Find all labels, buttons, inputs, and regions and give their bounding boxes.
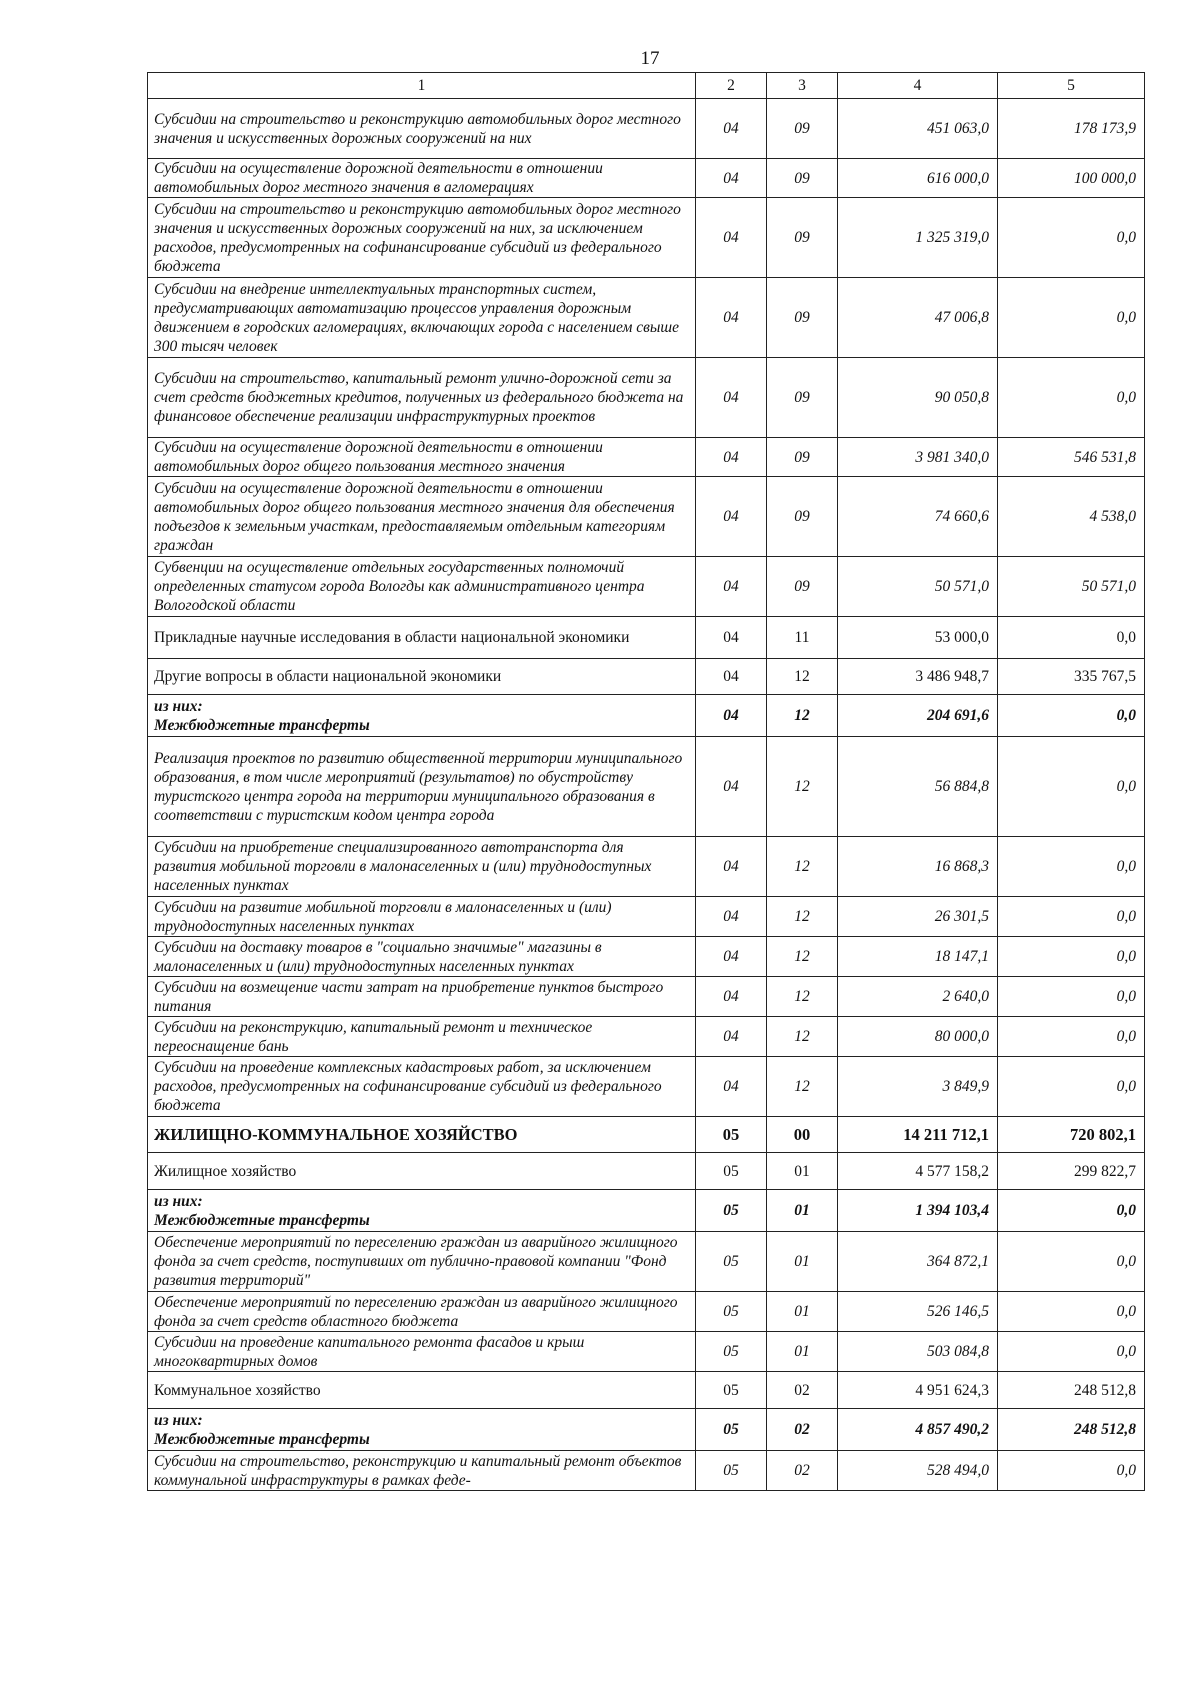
row-sublabel: из них: [154, 697, 203, 715]
row-name-cell [148, 1451, 696, 1491]
row-subsection-code: 00 [767, 1117, 838, 1153]
row-section-code: 04 [696, 1057, 767, 1117]
row-name: Межбюджетные трансферты [154, 1211, 370, 1229]
table-row [148, 438, 1145, 477]
row-name-cell [148, 1332, 696, 1372]
row-section-code: 05 [696, 1232, 767, 1292]
table-row [148, 937, 1145, 977]
row-federal-amount: 0,0 [998, 1057, 1145, 1117]
row-subsection-code: 12 [767, 937, 838, 977]
row-federal-amount: 0,0 [998, 837, 1145, 897]
row-total-amount: 1 394 103,4 [838, 1190, 998, 1232]
row-name: Субвенции на осуществление отдельных государственных полномочий определенных статусом города Вологды как административного центра Вологодской области [154, 559, 645, 614]
row-section-code: 05 [696, 1117, 767, 1153]
row-total-amount: 503 084,8 [838, 1332, 998, 1372]
row-subsection-code: 09 [767, 278, 838, 358]
row-subsection-code: 01 [767, 1292, 838, 1332]
row-subsection-code: 12 [767, 977, 838, 1017]
row-section-code: 04 [696, 617, 767, 659]
row-section-code: 04 [696, 358, 767, 438]
row-name-cell [148, 1017, 696, 1057]
row-subsection-code: 02 [767, 1451, 838, 1491]
row-federal-amount: 100 000,0 [998, 159, 1145, 198]
row-section-code: 05 [696, 1190, 767, 1232]
table-row [148, 1292, 1145, 1332]
row-name: Другие вопросы в области национальной экономики [154, 668, 502, 685]
row-federal-amount: 0,0 [998, 937, 1145, 977]
table-row [148, 1153, 1145, 1190]
table-row [148, 358, 1145, 438]
header-cell-2: 2 [696, 73, 767, 99]
row-federal-amount: 0,0 [998, 1332, 1145, 1372]
row-total-amount: 364 872,1 [838, 1232, 998, 1292]
row-name: Обеспечение мероприятий по переселению граждан из аварийного жилищного фонда за счет средств областного бюджета [154, 1293, 678, 1330]
row-name: Межбюджетные трансферты [154, 1430, 370, 1448]
row-name-cell [148, 1372, 696, 1409]
table-row [148, 99, 1145, 159]
row-subsection-code: 09 [767, 557, 838, 617]
row-name: Субсидии на осуществление дорожной деятельности в отношении автомобильных дорог общего пользования местного значения для обеспечения подъездов к земельным участкам, предоставляемым отдельным категориям граждан [154, 479, 675, 554]
row-subsection-code: 12 [767, 897, 838, 937]
row-name: Субсидии на осуществление дорожной деятельности в отношении автомобильных дорог общего пользования местного значения [154, 439, 603, 475]
page-number: 17 [640, 48, 660, 69]
table-row [148, 737, 1145, 837]
row-name: Субсидии на реконструкцию, капитальный ремонт и техническое переоснащение бань [154, 1018, 593, 1055]
row-name: Субсидии на доставку товаров в "социально значимые" магазины в малонаселенных и (или) труднодоступных населенных пунктах [154, 938, 602, 975]
row-name-cell [148, 1057, 696, 1117]
row-name: Субсидии на проведение комплексных кадастровых работ, за исключением расходов, предусмотренных на софинансирование субсидий из федерального бюджета [154, 1059, 662, 1114]
row-subsection-code: 12 [767, 737, 838, 837]
row-subsection-code: 11 [767, 617, 838, 659]
row-total-amount: 528 494,0 [838, 1451, 998, 1491]
header-cell-5: 5 [998, 73, 1145, 99]
row-name-cell [148, 1117, 696, 1153]
row-name: Жилищное хозяйство [154, 1162, 297, 1180]
row-sublabel: из них: [154, 1192, 203, 1210]
row-section-code: 04 [696, 977, 767, 1017]
row-federal-amount: 299 822,7 [998, 1153, 1145, 1190]
row-subsection-code: 09 [767, 99, 838, 159]
row-section-code: 04 [696, 737, 767, 837]
table-row [148, 897, 1145, 937]
row-subsection-code: 09 [767, 477, 838, 557]
row-section-code: 05 [696, 1372, 767, 1409]
row-federal-amount: 0,0 [998, 278, 1145, 358]
row-section-code: 05 [696, 1332, 767, 1372]
row-section-code: 05 [696, 1153, 767, 1190]
table-row [148, 1190, 1145, 1232]
table-row [148, 837, 1145, 897]
row-name: Коммунальное хозяйство [154, 1381, 321, 1399]
row-federal-amount: 248 512,8 [998, 1409, 1145, 1451]
row-total-amount: 2 640,0 [838, 977, 998, 1017]
header-cell-4: 4 [838, 73, 998, 99]
row-name-cell [148, 837, 696, 897]
row-subsection-code: 01 [767, 1153, 838, 1190]
row-total-amount: 50 571,0 [838, 557, 998, 617]
row-subsection-code: 01 [767, 1190, 838, 1232]
row-name-cell [148, 977, 696, 1017]
row-total-amount: 3 981 340,0 [838, 438, 998, 477]
row-federal-amount: 178 173,9 [998, 99, 1145, 159]
row-total-amount: 451 063,0 [838, 99, 998, 159]
row-total-amount: 16 868,3 [838, 837, 998, 897]
row-federal-amount: 0,0 [998, 1190, 1145, 1232]
table-row [148, 159, 1145, 198]
table-row [148, 1332, 1145, 1372]
row-name: Реализация проектов по развитию общественной территории муниципального образования, в том числе мероприятий (результатов) по обустройству туристского центра города на территории муниципального образования в соответствии с туристским кодом центра города [154, 749, 683, 824]
row-subsection-code: 09 [767, 159, 838, 198]
row-total-amount: 90 050,8 [838, 358, 998, 438]
row-subsection-code: 09 [767, 358, 838, 438]
table-row [148, 977, 1145, 1017]
row-subsection-code: 12 [767, 1017, 838, 1057]
row-name-cell [148, 159, 696, 198]
row-section-code: 04 [696, 99, 767, 159]
row-name-cell [148, 438, 696, 477]
row-name: ЖИЛИЩНО-КОММУНАЛЬНОЕ ХОЗЯЙСТВО [154, 1125, 518, 1144]
row-total-amount: 204 691,6 [838, 695, 998, 737]
row-total-amount: 4 857 490,2 [838, 1409, 998, 1451]
row-name-cell [148, 477, 696, 557]
row-total-amount: 26 301,5 [838, 897, 998, 937]
row-name-cell [148, 557, 696, 617]
row-name-cell [148, 358, 696, 438]
row-subsection-code: 01 [767, 1232, 838, 1292]
row-name: Межбюджетные трансферты [154, 716, 370, 734]
row-total-amount: 526 146,5 [838, 1292, 998, 1332]
row-total-amount: 616 000,0 [838, 159, 998, 198]
row-sublabel: из них: [154, 1411, 203, 1429]
row-federal-amount: 0,0 [998, 897, 1145, 937]
row-subsection-code: 02 [767, 1409, 838, 1451]
row-section-code: 04 [696, 937, 767, 977]
row-section-code: 04 [696, 278, 767, 358]
row-name-cell [148, 278, 696, 358]
row-federal-amount: 0,0 [998, 1232, 1145, 1292]
row-total-amount: 3 486 948,7 [838, 659, 998, 695]
row-total-amount: 56 884,8 [838, 737, 998, 837]
header-cell-1: 1 [148, 73, 696, 99]
row-section-code: 04 [696, 159, 767, 198]
row-section-code: 04 [696, 897, 767, 937]
table-row [148, 477, 1145, 557]
row-total-amount: 4 951 624,3 [838, 1372, 998, 1409]
row-name: Субсидии на проведение капитального ремонта фасадов и крыш многоквартирных домов [154, 1333, 585, 1370]
table-row [148, 1451, 1145, 1491]
row-name: Субсидии на осуществление дорожной деятельности в отношении автомобильных дорог местного значения в агломерациях [154, 160, 603, 196]
row-name: Субсидии на внедрение интеллектуальных транспортных систем, предусматривающих автоматизацию процессов управления дорожным движением в городских агломерациях, включающих города с населением свыше 300 тысяч человек [154, 280, 679, 355]
row-subsection-code: 12 [767, 659, 838, 695]
row-subsection-code: 12 [767, 837, 838, 897]
row-name: Субсидии на развитие мобильной торговли в малонаселенных и (или) труднодоступных населенных пунктах [154, 898, 612, 935]
row-name: Субсидии на возмещение части затрат на приобретение пунктов быстрого питания [154, 978, 664, 1015]
row-subsection-code: 01 [767, 1332, 838, 1372]
row-federal-amount: 0,0 [998, 1017, 1145, 1057]
row-name-cell [148, 695, 696, 737]
row-name: Субсидии на строительство и реконструкцию автомобильных дорог местного значения и искусственных дорожных сооружений на них, за исключением расходов, предусмотренных на софинансирование субсидий из федерального бюджета [154, 200, 681, 275]
row-federal-amount: 0,0 [998, 737, 1145, 837]
row-total-amount: 18 147,1 [838, 937, 998, 977]
row-name-cell [148, 1232, 696, 1292]
row-total-amount: 4 577 158,2 [838, 1153, 998, 1190]
row-federal-amount: 0,0 [998, 1292, 1145, 1332]
row-section-code: 05 [696, 1409, 767, 1451]
row-section-code: 04 [696, 1017, 767, 1057]
table-row [148, 617, 1145, 659]
table-row [148, 1232, 1145, 1292]
row-subsection-code: 12 [767, 695, 838, 737]
row-name: Субсидии на приобретение специализированного автотранспорта для развития мобильной торговли в малонаселенных и (или) труднодоступных населенных пунктах [154, 839, 652, 894]
row-name-cell [148, 1409, 696, 1451]
row-federal-amount: 720 802,1 [998, 1117, 1145, 1153]
row-federal-amount: 0,0 [998, 977, 1145, 1017]
row-name: Прикладные научные исследования в области национальной экономики [154, 629, 630, 646]
row-name-cell [148, 937, 696, 977]
row-total-amount: 14 211 712,1 [838, 1117, 998, 1153]
row-subsection-code: 09 [767, 438, 838, 477]
row-federal-amount: 4 538,0 [998, 477, 1145, 557]
row-name-cell [148, 99, 696, 159]
row-federal-amount: 546 531,8 [998, 438, 1145, 477]
header-cell-3: 3 [767, 73, 838, 99]
row-name-cell [148, 1190, 696, 1232]
row-section-code: 04 [696, 659, 767, 695]
row-section-code: 04 [696, 198, 767, 278]
table-row [148, 198, 1145, 278]
budget-table [147, 72, 1145, 1491]
row-total-amount: 80 000,0 [838, 1017, 998, 1057]
table-row [148, 1117, 1145, 1153]
row-total-amount: 1 325 319,0 [838, 198, 998, 278]
row-section-code: 05 [696, 1292, 767, 1332]
row-federal-amount: 50 571,0 [998, 557, 1145, 617]
row-subsection-code: 12 [767, 1057, 838, 1117]
row-subsection-code: 02 [767, 1372, 838, 1409]
row-section-code: 04 [696, 477, 767, 557]
row-total-amount: 3 849,9 [838, 1057, 998, 1117]
row-name: Субсидии на строительство, реконструкцию и капитальный ремонт объектов коммунальной инфраструктуры в рамках феде- [154, 1452, 682, 1489]
row-name-cell [148, 198, 696, 278]
row-total-amount: 74 660,6 [838, 477, 998, 557]
row-name-cell [148, 617, 696, 659]
table-row [148, 1372, 1145, 1409]
row-section-code: 04 [696, 438, 767, 477]
table-row [148, 659, 1145, 695]
table-row [148, 1017, 1145, 1057]
header-row [148, 73, 1145, 99]
row-name-cell [148, 659, 696, 695]
row-section-code: 05 [696, 1451, 767, 1491]
table-row [148, 1057, 1145, 1117]
table-row [148, 1409, 1145, 1451]
row-name: Обеспечение мероприятий по переселению граждан из аварийного жилищного фонда за счет средств, поступивших от публично-правовой компании "Фонд развития территорий" [154, 1234, 678, 1289]
row-federal-amount: 248 512,8 [998, 1372, 1145, 1409]
row-section-code: 04 [696, 557, 767, 617]
row-federal-amount: 335 767,5 [998, 659, 1145, 695]
row-name-cell [148, 737, 696, 837]
row-name-cell [148, 897, 696, 937]
row-federal-amount: 0,0 [998, 617, 1145, 659]
row-total-amount: 53 000,0 [838, 617, 998, 659]
row-federal-amount: 0,0 [998, 358, 1145, 438]
row-name-cell [148, 1153, 696, 1190]
row-federal-amount: 0,0 [998, 198, 1145, 278]
row-federal-amount: 0,0 [998, 1451, 1145, 1491]
row-subsection-code: 09 [767, 198, 838, 278]
row-total-amount: 47 006,8 [838, 278, 998, 358]
table-body [148, 73, 1145, 1491]
table-row [148, 695, 1145, 737]
table-row [148, 557, 1145, 617]
row-name: Субсидии на строительство, капитальный ремонт улично-дорожной сети за счет средств бюджетных кредитов, полученных из федерального бюджета на финансовое обеспечение реализации инфраструктурных проектов [154, 370, 684, 425]
row-name: Субсидии на строительство и реконструкцию автомобильных дорог местного значения и искусственных дорожных сооружений на них [154, 110, 681, 147]
row-name-cell [148, 1292, 696, 1332]
row-section-code: 04 [696, 837, 767, 897]
table-row [148, 278, 1145, 358]
row-section-code: 04 [696, 695, 767, 737]
row-federal-amount: 0,0 [998, 695, 1145, 737]
